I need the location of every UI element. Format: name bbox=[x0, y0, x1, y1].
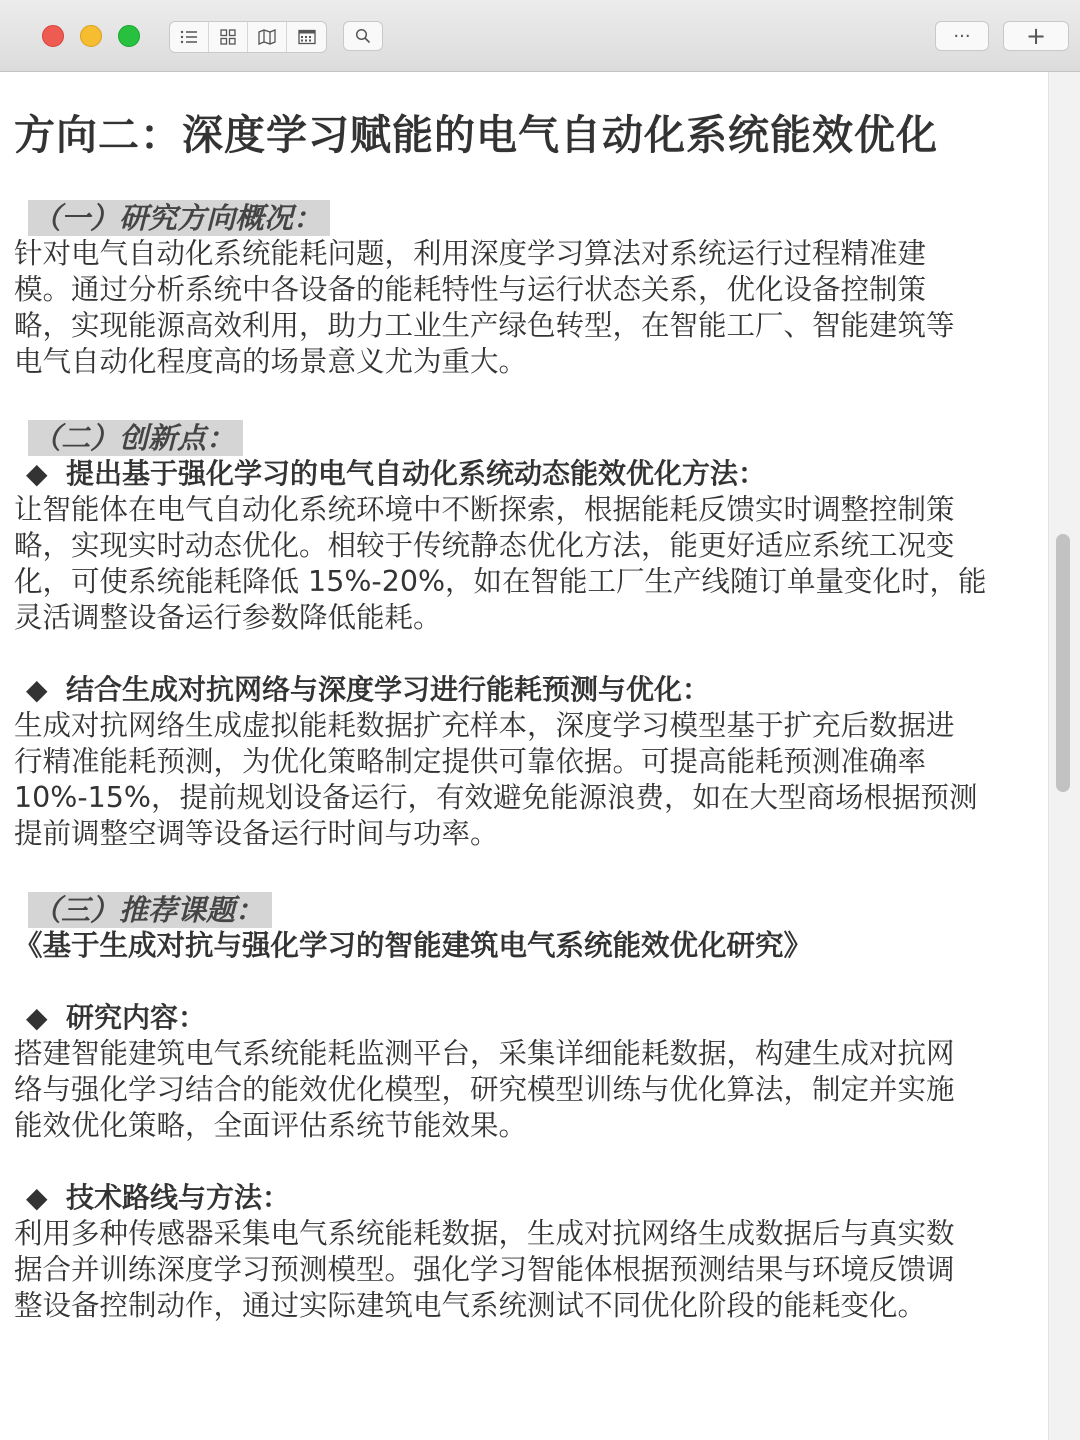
paragraph-line: 据合并训练深度学习预测模型。强化学习智能体根据预测结果与环境反馈调 bbox=[14, 1253, 955, 1286]
paragraph-line: 能效优化策略，全面评估系统节能效果。 bbox=[14, 1109, 528, 1142]
bullet-title-text: 结合生成对抗网络与深度学习进行能耗预测与优化： bbox=[66, 673, 711, 706]
view-switcher bbox=[169, 21, 327, 53]
spacer bbox=[14, 636, 1044, 672]
more-button[interactable] bbox=[935, 21, 989, 51]
map-view-button[interactable] bbox=[248, 22, 287, 52]
method-paragraph bbox=[14, 1216, 1044, 1324]
overview-paragraph bbox=[14, 236, 1044, 380]
paragraph-line: 让智能体在电气自动化系统环境中不断探索，根据能耗反馈实时调整控制策 bbox=[14, 493, 955, 526]
research-content-paragraph bbox=[14, 1036, 1044, 1144]
bullet-title-text: 技术路线与方法： bbox=[66, 1181, 291, 1214]
diamond-bullet-icon: ◆ bbox=[26, 1181, 48, 1214]
zoom-window-button[interactable] bbox=[118, 25, 140, 47]
map-icon bbox=[258, 29, 276, 45]
paragraph-line: 略，实现能源高效利用，助力工业生产绿色转型，在智能工厂、智能建筑等 bbox=[14, 309, 955, 342]
list-view-button[interactable] bbox=[170, 22, 209, 52]
recommended-topic: 《基于生成对抗与强化学习的智能建筑电气系统能效优化研究》 bbox=[14, 929, 813, 962]
document-body bbox=[14, 104, 1044, 1324]
close-window-button[interactable] bbox=[42, 25, 64, 47]
paragraph-line: 化，可使系统能耗降低 15%-20%，如在智能工厂生产线随订单量变化时，能 bbox=[14, 565, 987, 598]
diamond-bullet-icon: ◆ bbox=[26, 457, 48, 490]
spacer bbox=[14, 964, 1044, 1000]
window-titlebar bbox=[0, 0, 1080, 72]
paragraph-line: 提前调整空调等设备运行时间与功率。 bbox=[14, 817, 499, 850]
search-button[interactable] bbox=[343, 21, 383, 51]
paragraph-line: 略，实现实时动态优化。相较于传统静态优化方法，能更好适应系统工况变 bbox=[14, 529, 955, 562]
paragraph-line: 模。通过分析系统中各设备的能耗特性与运行状态关系，优化设备控制策 bbox=[14, 273, 927, 306]
paragraph-line: 搭建智能建筑电气系统能耗监测平台，采集详细能耗数据，构建生成对抗网 bbox=[14, 1037, 955, 1070]
list-icon bbox=[180, 29, 198, 45]
minimize-window-button[interactable] bbox=[80, 25, 102, 47]
paragraph-line: 生成对抗网络生成虚拟能耗数据扩充样本，深度学习模型基于扩充后数据进 bbox=[14, 709, 955, 742]
bullet-title-text: 提出基于强化学习的电气自动化系统动态能效优化方法： bbox=[66, 457, 767, 490]
section-heading-innovation: （二）创新点： bbox=[28, 420, 243, 456]
paragraph-line: 10%-15%，提前规划设备运行，有效避免能源浪费，如在大型商场根据预测 bbox=[14, 781, 978, 814]
paragraph-line: 整设备控制动作，通过实际建筑电气系统测试不同优化阶段的能耗变化。 bbox=[14, 1289, 927, 1322]
grid-view-button[interactable] bbox=[209, 22, 248, 52]
innovation-point-1-paragraph bbox=[14, 492, 1044, 636]
paragraph-line: 针对电气自动化系统能耗问题，利用深度学习算法对系统运行过程精准建 bbox=[14, 237, 927, 270]
innovation-point-1-title bbox=[26, 456, 1044, 492]
calendar-view-button[interactable] bbox=[287, 22, 326, 52]
diamond-bullet-icon: ◆ bbox=[26, 673, 48, 706]
search-icon bbox=[355, 28, 371, 44]
paragraph-line: 灵活调整设备运行参数降低能耗。 bbox=[14, 601, 442, 634]
innovation-point-2-paragraph bbox=[14, 708, 1044, 852]
section-heading-overview: （一）研究方向概况： bbox=[28, 200, 330, 236]
diamond-bullet-icon: ◆ bbox=[26, 1001, 48, 1034]
add-button[interactable] bbox=[1003, 21, 1069, 51]
calendar-icon bbox=[298, 29, 316, 45]
plus-icon: + bbox=[1025, 22, 1047, 50]
paragraph-line: 络与强化学习结合的能效优化模型，研究模型训练与优化算法，制定并实施 bbox=[14, 1073, 955, 1106]
page-title: 方向二：深度学习赋能的电气自动化系统能效优化 bbox=[14, 111, 938, 159]
method-title bbox=[26, 1180, 1044, 1216]
section-heading-topic: （三）推荐课题： bbox=[28, 892, 272, 928]
paragraph-line: 行精准能耗预测，为优化策略制定提供可靠依据。可提高能耗预测准确率 bbox=[14, 745, 927, 778]
grid-icon bbox=[220, 29, 236, 45]
spacer bbox=[14, 1144, 1044, 1180]
more-icon: ··· bbox=[953, 25, 971, 47]
scrollbar-thumb[interactable] bbox=[1056, 534, 1070, 792]
paragraph-line: 利用多种传感器采集电气系统能耗数据，生成对抗网络生成数据后与真实数 bbox=[14, 1217, 955, 1250]
research-content-title bbox=[26, 1000, 1044, 1036]
bullet-title-text: 研究内容： bbox=[66, 1001, 207, 1034]
paragraph-line: 电气自动化程度高的场景意义尤为重大。 bbox=[14, 345, 528, 378]
innovation-point-2-title bbox=[26, 672, 1044, 708]
